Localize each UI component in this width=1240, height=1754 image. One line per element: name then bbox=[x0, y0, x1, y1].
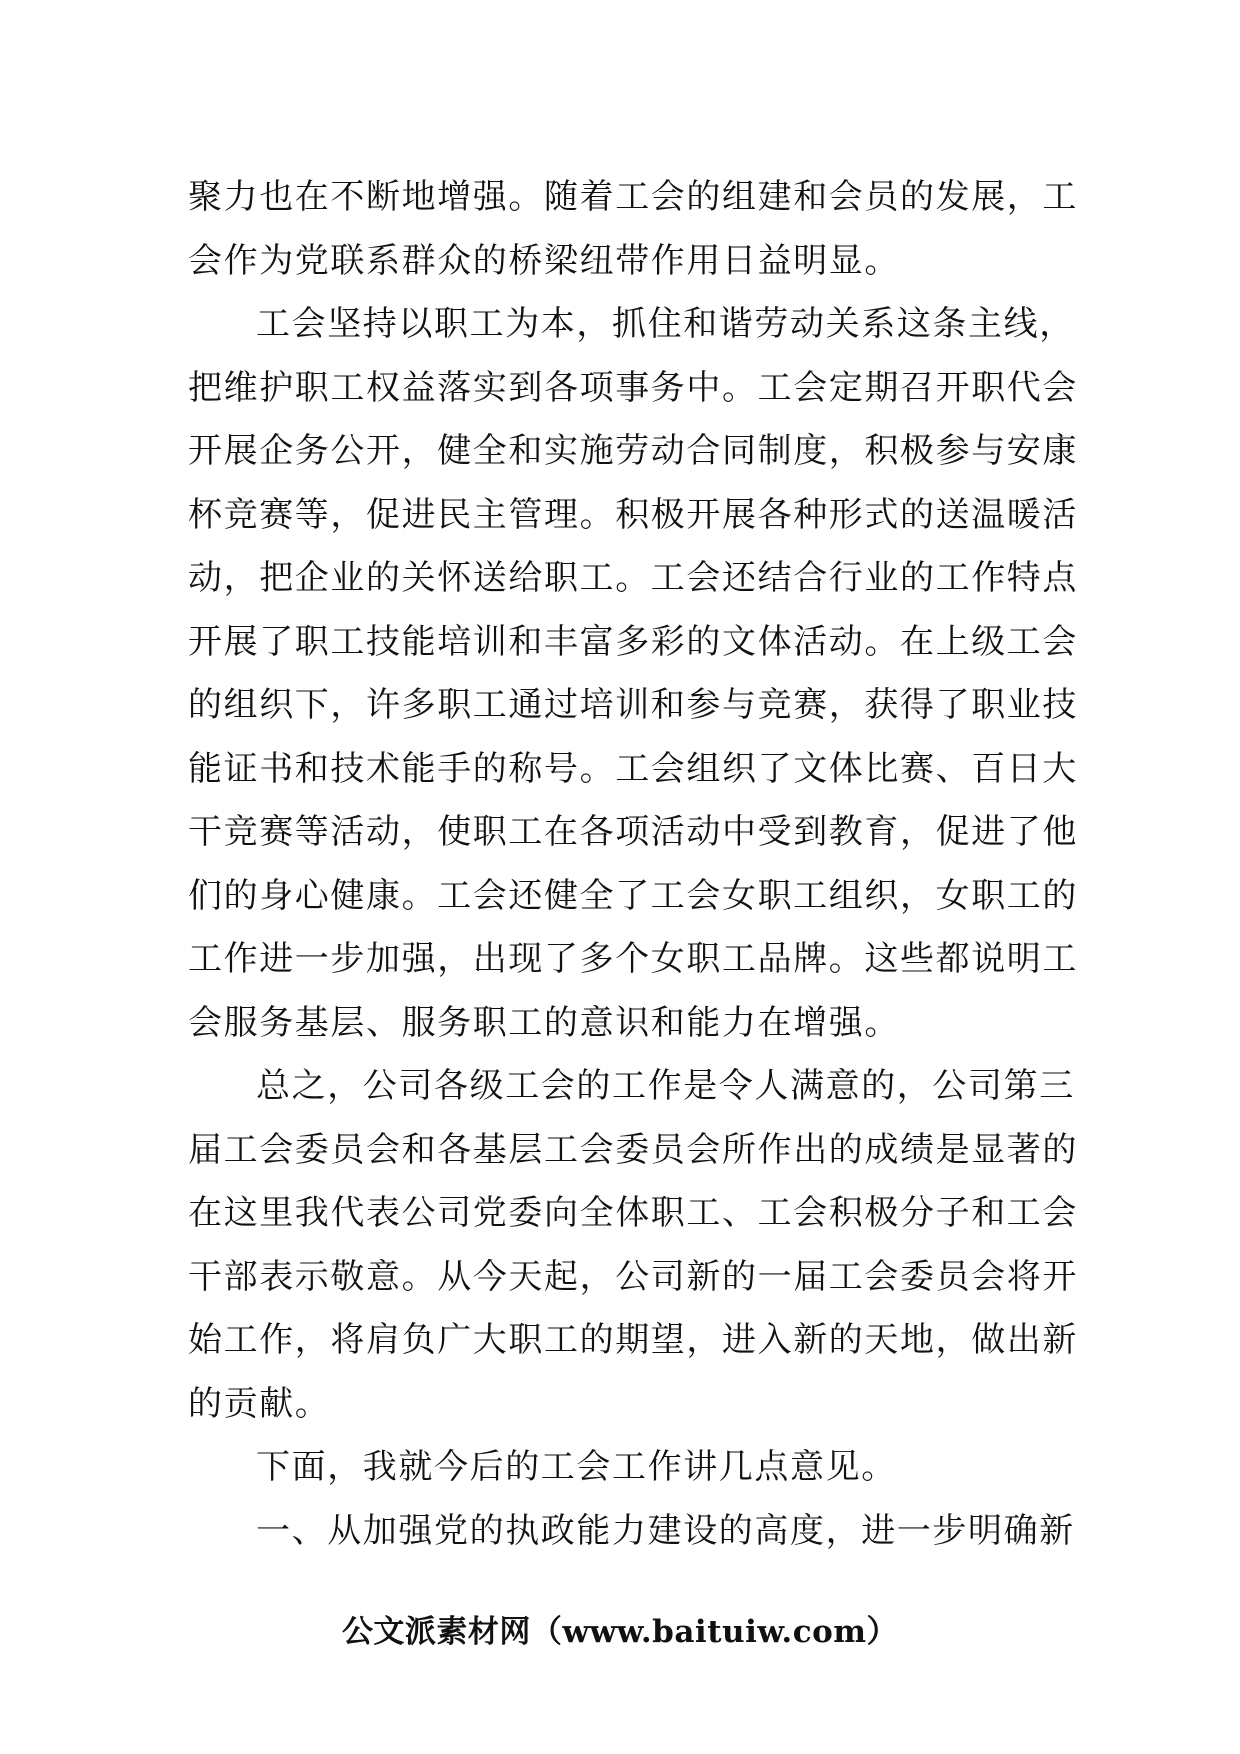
text-line: 会服务基层、服务职工的意识和能力在增强。 bbox=[188, 1002, 900, 1043]
paragraph-4 bbox=[188, 1436, 1058, 1500]
document-body bbox=[188, 166, 1078, 1563]
paragraph-3 bbox=[188, 1055, 1078, 1436]
text-line: 动，把企业的关怀送给职工。工会还结合行业的工作特点 bbox=[188, 558, 1078, 598]
text-line: 的贡献。 bbox=[188, 1383, 331, 1424]
paragraph-1 bbox=[188, 166, 1078, 293]
text-line: 届工会委员会和各基层工会委员会所作出的成绩是显著的 bbox=[188, 1129, 1078, 1170]
paragraph-2 bbox=[188, 293, 1078, 1055]
text-line: 在这里我代表公司党委向全体职工、工会积极分子和工会 bbox=[188, 1193, 1078, 1233]
text-line: 工会坚持以职工为本，抓住和谐劳动关系这条主线， bbox=[256, 304, 1075, 344]
footer-watermark: 公文派素材网（www.baituiw.com） bbox=[341, 1614, 899, 1650]
text-line: 工作进一步加强，出现了多个女职工品牌。这些都说明工 bbox=[188, 939, 1078, 979]
text-line: 干竞赛等活动，使职工在各项活动中受到教育，促进了他 bbox=[188, 812, 1078, 852]
text-line: 下面，我就今后的工会工作讲几点意见。 bbox=[256, 1447, 897, 1487]
text-line: 干部表示敬意。从今天起，公司新的一届工会委员会将开 bbox=[188, 1256, 1078, 1297]
text-line: 杯竞赛等，促进民主管理。积极开展各种形式的送温暖活 bbox=[188, 494, 1078, 535]
text-line: 聚力也在不断地增强。随着工会的组建和会员的发展，工 bbox=[188, 177, 1078, 217]
text-line: 一、从加强党的执政能力建设的高度，进一步明确新 bbox=[256, 1510, 1075, 1551]
text-line: 开展企务公开，健全和实施劳动合同制度，积极参与安康 bbox=[188, 431, 1078, 471]
text-line: 能证书和技术能手的称号。工会组织了文体比赛、百日大 bbox=[188, 748, 1078, 789]
text-line: 始工作，将肩负广大职工的期望，进入新的天地，做出新 bbox=[188, 1320, 1078, 1360]
paragraph-5 bbox=[188, 1500, 1075, 1564]
text-line: 把维护职工权益落实到各项事务中。工会定期召开职代会 bbox=[188, 367, 1078, 408]
text-line: 的组织下，许多职工通过培训和参与竞赛，获得了职业技 bbox=[188, 685, 1078, 725]
text-line: 开展了职工技能培训和丰富多彩的文体活动。在上级工会 bbox=[188, 621, 1078, 662]
text-line: 总之，公司各级工会的工作是令人满意的，公司第三 bbox=[256, 1066, 1075, 1106]
text-line: 们的身心健康。工会还健全了工会女职工组织，女职工的 bbox=[188, 875, 1078, 916]
text-line: 会作为党联系群众的桥梁纽带作用日益明显。 bbox=[188, 240, 900, 281]
